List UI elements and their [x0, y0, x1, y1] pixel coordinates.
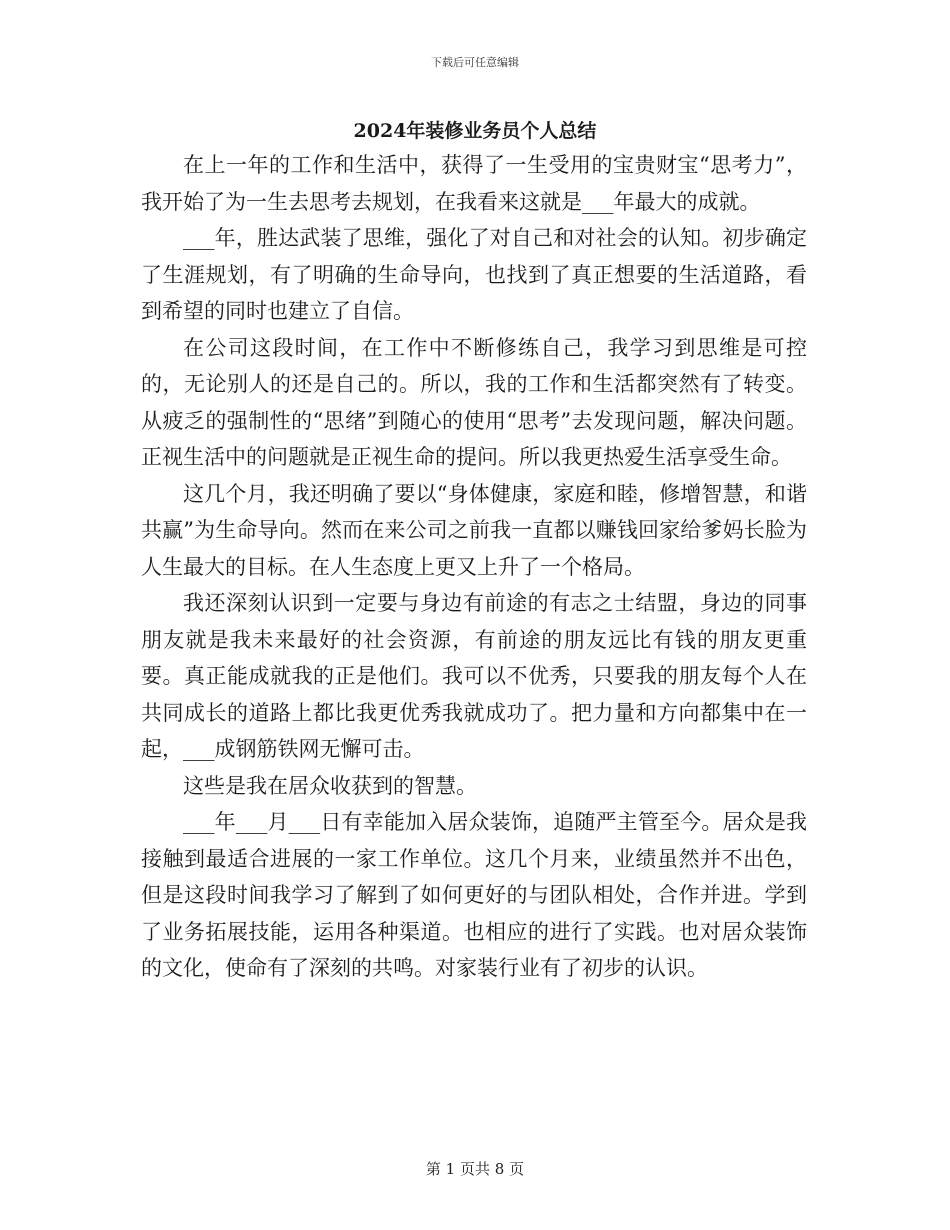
page-number-footer: 第 1 页共 8 页: [425, 1160, 525, 1178]
paragraph: ___年___月___日有幸能加入居众装饰，追随严主管至今。居众是我接触到最适合进展的一家工作单位。这几个月来，业绩虽然并不出色，但是这段时间我学习了解到了如何更好的与团队相处，合作并进。学到了业务拓展技能，运用各种渠道。也相应的进行了实践。也对居众装饰的文化，使命有了深刻的共鸣。对家装行业有了初步的认识。: [141, 810, 807, 980]
paragraph: 在公司这段时间，在工作中不断修练自己，我学习到思维是可控的，无论别人的还是自己的。所以，我的工作和生活都突然有了转变。从疲乏的强制性的“思绪”到随心的使用“思考”去发现问题，解决问题。正视生活中的问题就是正视生命的提问。所以我更热爱生活享受生命。: [141, 335, 807, 469]
paragraph: 这些是我在居众收获到的智慧。: [183, 773, 477, 798]
paragraph: ___年，胜达武装了思维，强化了对自己和对社会的认知。初步确定了生涯规划，有了明确的生命导向，也找到了真正想要的生活道路，看到希望的同时也建立了自信。: [141, 226, 807, 323]
paragraph: 我还深刻认识到一定要与身边有前途的有志之士结盟，身边的同事朋友就是我未来最好的社会资源，有前途的朋友远比有钱的朋友更重要。真正能成就我的正是他们。我可以不优秀，只要我的朋友每个人在共同成长的道路上都比我更优秀我就成功了。把力量和方向都集中在一起，___成钢筋铁网无懈可击。: [141, 591, 807, 761]
header-note: 下载后可任意编辑: [431, 56, 519, 69]
paragraph: 这几个月，我还明确了要以“身体健康，家庭和睦，修增智慧，和谐共赢”为生命导向。然而在来公司之前我一直都以赚钱回家给爹妈长脸为人生最大的目标。在人生态度上更又上升了一个格局。: [141, 481, 807, 579]
paragraph: 在上一年的工作和生活中，获得了一生受用的宝贵财宝“思考力”，我开始了为一生去思考去规划，在我看来这就是___年最大的成就。: [141, 153, 807, 214]
document-body: [141, 147, 807, 987]
document-title: 2024年装修业务员个人总结: [353, 120, 597, 142]
